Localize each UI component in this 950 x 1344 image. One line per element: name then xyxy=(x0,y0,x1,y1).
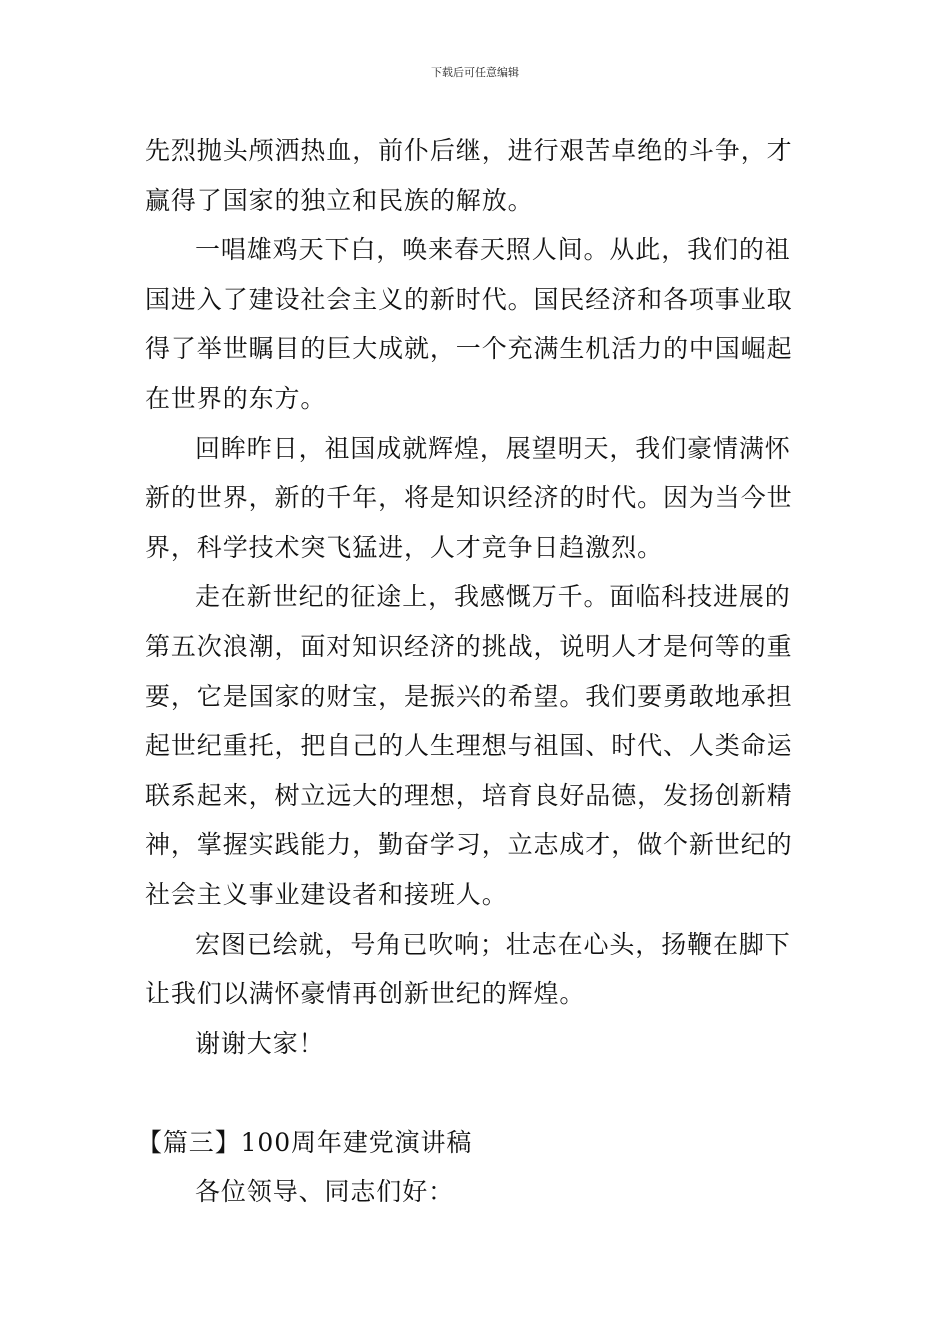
text-line: 宏图已绘就，号角已吹响；壮志在心头，扬鞭在脚下 xyxy=(195,929,791,959)
text-line: 一唱雄鸡天下白，唤来春天照人间。从此，我们的祖 xyxy=(195,235,791,265)
paragraph-1 xyxy=(145,126,810,225)
section-title-text: 【篇三】100周年建党演讲稿 xyxy=(137,1127,473,1157)
greeting-text: 各位领导、同志们好： xyxy=(195,1177,455,1207)
text-line: 社会主义事业建设者和接班人。 xyxy=(145,879,508,909)
document-body xyxy=(137,126,810,1217)
page-header-note: 下载后可任意编辑 xyxy=(431,66,519,79)
text-line: 联系起来，树立远大的理想，培育良好品德，发扬创新精 xyxy=(145,780,793,810)
text-line: 起世纪重托，把自己的人生理想与祖国、时代、人类命运 xyxy=(145,731,793,761)
text-line: 回眸昨日，祖国成就辉煌，展望明天，我们豪情满怀 xyxy=(195,433,791,463)
paragraph-closing xyxy=(145,1019,810,1069)
text-line: 第五次浪潮，面对知识经济的挑战，说明人才是何等的重 xyxy=(145,631,793,661)
text-line: 界，科学技术突飞猛进，人才竞争日趋激烈。 xyxy=(145,532,664,562)
paragraph-2 xyxy=(145,225,810,423)
paragraph-5 xyxy=(145,920,810,1019)
text-line: 走在新世纪的征途上，我感慨万千。面临科技进展的 xyxy=(195,582,791,612)
paragraph-4 xyxy=(145,572,810,919)
text-line: 新的世界，新的千年，将是知识经济的时代。因为当今世 xyxy=(145,483,793,513)
text-line: 神，掌握实践能力，勤奋学习，立志成才，做个新世纪的 xyxy=(145,830,793,860)
text-line: 让我们以满怀豪情再创新世纪的辉煌。 xyxy=(145,979,586,1009)
text-line: 得了举世瞩目的巨大成就，一个充满生机活力的中国崛起 xyxy=(145,334,793,364)
text-line: 在世界的东方。 xyxy=(145,383,327,413)
blank-line xyxy=(145,1068,810,1118)
section-title xyxy=(137,1118,810,1168)
greeting xyxy=(145,1167,810,1217)
paragraph-3 xyxy=(145,424,810,573)
text-line: 谢谢大家！ xyxy=(195,1028,325,1058)
text-line: 先烈抛头颅洒热血，前仆后继，进行艰苦卓绝的斗争，才 xyxy=(145,136,793,165)
text-line: 赢得了国家的独立和民族的解放。 xyxy=(145,185,534,215)
text-line: 国进入了建设社会主义的新时代。国民经济和各项事业取 xyxy=(145,284,793,314)
text-line: 要，它是国家的财宝，是振兴的希望。我们要勇敢地承担 xyxy=(145,681,793,711)
